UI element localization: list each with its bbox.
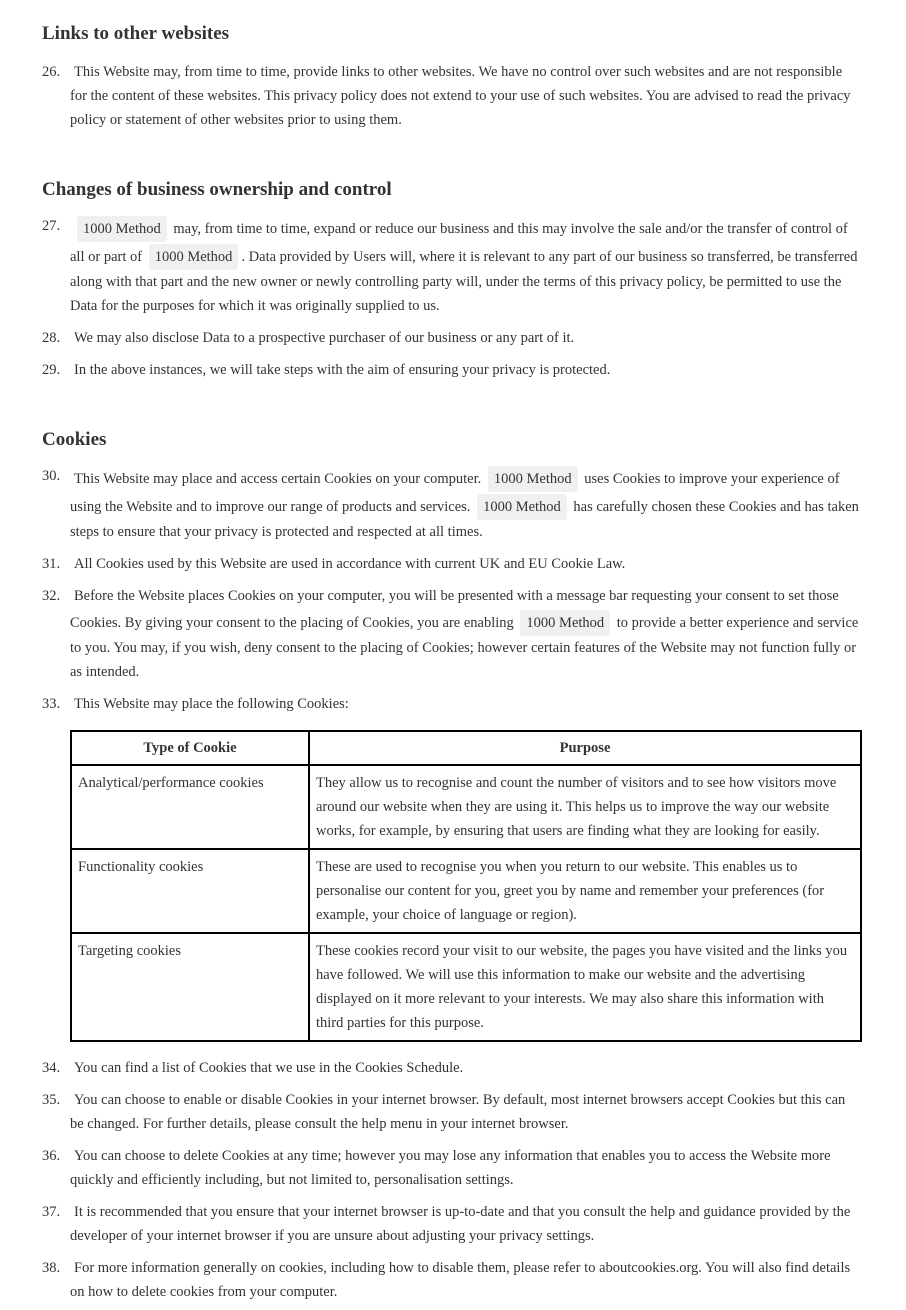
clause-text: In the above instances, we will take steps with the aim of ensuring your privacy is protected. [74,362,611,378]
table-header-row [71,731,861,765]
cookie-type-cell: Functionality cookies [71,849,309,933]
clause-34 [42,1056,862,1080]
clause-list [42,1056,862,1304]
clause-number: 38. [42,1260,61,1276]
cookie-types-table [70,730,862,1042]
company-name-badge: 1000 Method [488,466,578,492]
section-links-to-other-websites [42,0,862,132]
clause-36 [42,1144,862,1192]
clause-text-part: This Website may place and access certain Cookies on your computer. [74,471,482,487]
clause-text-part: has carefully chosen these Cookies and has taken steps to ensure that your privacy is protected and respected at all times. [70,499,859,540]
clause-text: All Cookies used by this Website are used in accordance with current UK and EU Cookie Law. [74,556,626,572]
cookie-purpose-cell: These cookies record your visit to our website, the pages you have visited and the links you have followed. We will use this information to make our website and the advertising displayed on it more relevant to your interests. We may also share this information with third parties for this purpose. [309,933,861,1041]
clause-text: This Website may place the following Cookies: [74,696,349,712]
clause-text-part: . Data provided by Users will, where it is relevant to any part of our business so transferred, be transferred along with that part and the new owner or newly controlling party will, under the terms of this privacy policy, be permitted to use the Data for the purposes for which it was originally supplied to us. [70,249,858,314]
clause-35 [42,1088,862,1136]
clause-28 [42,326,862,350]
clause-text [70,471,859,540]
clause-26 [42,60,862,132]
column-header-purpose: Purpose [309,731,861,765]
clause-text: This Website may, from time to time, provide links to other websites. We have no control over such websites and are not responsible for the content of these websites. This privacy policy does not extend to your use of such websites. You are advised to read the privacy policy or statement of other websites prior to using them. [70,64,851,128]
section-business-ownership [42,140,862,382]
clause-number: 26. [42,64,61,80]
clause-32 [42,584,862,684]
company-name-badge: 1000 Method [77,216,167,242]
cookie-purpose-cell: They allow us to recognise and count the number of visitors and to see how visitors move around our website when they are using it. This helps us to improve the way our website works, for example, by ensuring that users are finding what they are looking for easily. [309,765,861,849]
clause-31 [42,552,862,576]
clause-text-part: Before the Website places Cookies on your computer, you will be presented with a message bar requesting your consent to set those Cookies. By giving your consent to the placing of Cookies, you are enabling [70,588,839,631]
company-name-badge: 1000 Method [520,610,610,636]
clause-number: 28. [42,330,61,346]
table-row [71,765,861,849]
clause-text [70,221,858,314]
clause-number: 37. [42,1204,61,1220]
clause-37 [42,1200,862,1248]
clause-number: 29. [42,362,61,378]
section-cookies [42,390,862,1304]
clause-number: 33. [42,696,61,712]
clause-list [42,464,862,716]
company-name-badge: 1000 Method [149,244,239,270]
clause-33 [42,692,862,716]
clause-list [42,60,862,132]
clause-text: It is recommended that you ensure that your internet browser is up-to-date and that you consult the help and guidance provided by the developer of your internet browser if you are unsure about adjusting your privacy settings. [70,1204,851,1244]
table-row [71,933,861,1041]
clause-text: We may also disclose Data to a prospective purchaser of our business or any part of it. [74,330,575,346]
section-heading: Links to other websites [42,23,230,44]
clause-number: 34. [42,1060,61,1076]
clause-number: 36. [42,1148,61,1164]
clause-27 [42,214,862,318]
clause-text: You can choose to delete Cookies at any time; however you may lose any information that enables you to access the Website more quickly and efficiently including, but not limited to, personalisation settings. [70,1148,831,1188]
clause-text: For more information generally on cookies, including how to disable them, please refer to aboutcookies.org. You will also find details on how to delete cookies from your computer. [70,1260,851,1300]
clause-text-part: uses Cookies to improve your experience of using the Website and to improve our range of products and services. [70,471,840,515]
clause-number: 35. [42,1092,61,1108]
clause-29 [42,358,862,382]
cookie-type-cell: Targeting cookies [71,933,309,1041]
clause-number: 27. [42,218,61,234]
cookie-purpose-cell: These are used to recognise you when you return to our website. This enables us to personalise our content for you, greet you by name and remember your preferences (for example, your choice of language or region). [309,849,861,933]
column-header-type: Type of Cookie [71,731,309,765]
clause-list [42,214,862,382]
clause-text-part: may, from time to time, expand or reduce our business and this may involve the sale and/or the transfer of control of all or part of [70,221,848,265]
clause-text [70,588,858,680]
clause-text: You can find a list of Cookies that we use in the Cookies Schedule. [74,1060,464,1076]
clause-38 [42,1256,862,1304]
clause-text-part: to provide a better experience and service to you. You may, if you wish, deny consent to the placing of Cookies; however certain features of the Website may not function fully or as intended. [70,615,859,680]
clause-30 [42,464,862,544]
section-heading: Cookies [42,429,107,450]
section-heading: Changes of business ownership and control [42,179,392,200]
cookie-type-cell: Analytical/performance cookies [71,765,309,849]
company-name-badge: 1000 Method [477,494,567,520]
clause-text: You can choose to enable or disable Cookies in your internet browser. By default, most internet browsers accept Cookies but this can be changed. For further details, please consult the help menu in your internet browser. [70,1092,846,1132]
table-row [71,849,861,933]
clause-number: 31. [42,556,61,572]
clause-number: 32. [42,588,61,604]
clause-number: 30. [42,468,61,484]
